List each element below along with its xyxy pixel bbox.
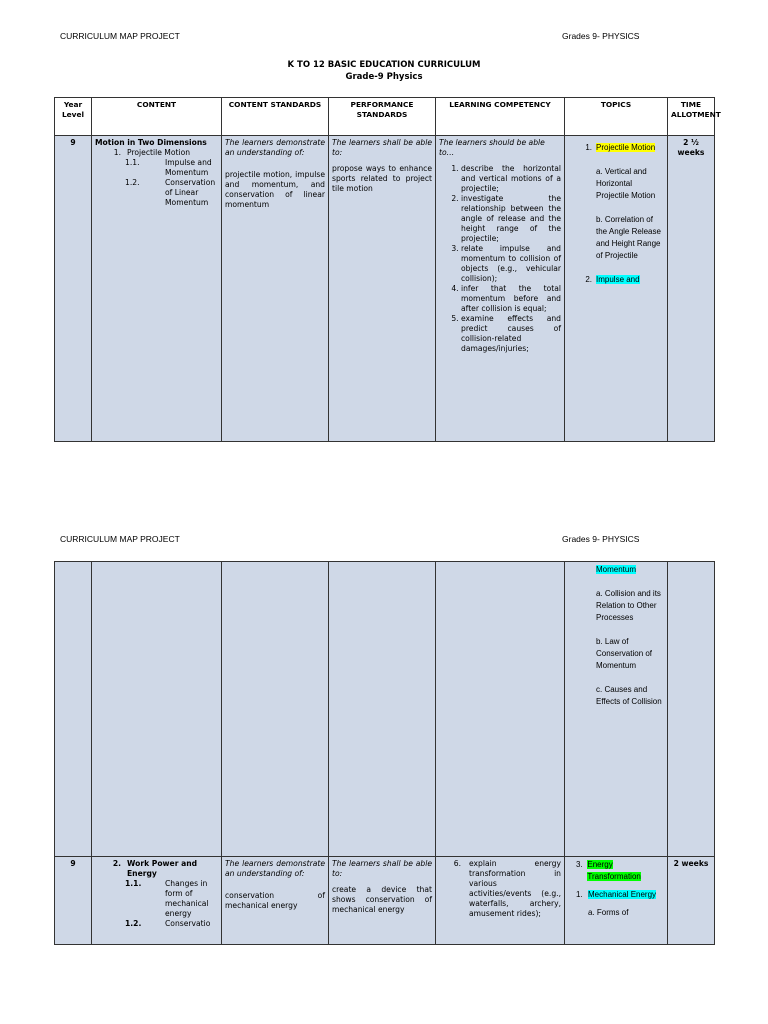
ps-body: propose ways to enhance sports related to project tile motion [332, 164, 432, 193]
list-item: 5. examine effects and predict causes of collision-related damages/injuries; [461, 314, 561, 354]
cs-body: projectile motion, impulse and momentum, and conservation of linear momentum [225, 170, 325, 209]
learning-competency-cell [436, 857, 565, 945]
header-right-p1: Grades 9- PHYSICS [562, 31, 640, 41]
content-sub-num: 1.1. [125, 879, 142, 888]
topic-sub: a. Forms of [588, 908, 629, 917]
col-content: CONTENT [92, 98, 222, 136]
list-item: 3. relate impulse and momentum to collision of objects (e.g., vehicular collision); [461, 244, 561, 284]
topics-cell [565, 857, 668, 945]
curriculum-table-p1 [54, 97, 721, 442]
ps-intro: The learners shall be able to: [332, 859, 432, 878]
content-item-num: 1. [113, 148, 121, 157]
content-cell [92, 857, 222, 945]
table-row [55, 562, 715, 857]
time-cell: 2 ½ weeks [668, 136, 715, 442]
topic-num: 3. [576, 860, 583, 869]
ps-intro: The learners shall be able to: [332, 138, 432, 157]
content-item: Projectile Motion [127, 148, 191, 157]
content-title: Work Power and Energy [127, 859, 198, 878]
table-row [55, 136, 715, 442]
col-topics: TOPICS [565, 98, 668, 136]
content-cell [92, 136, 222, 442]
lc-list [439, 164, 561, 354]
doc-title: K TO 12 BASIC EDUCATION CURRICULUM [287, 60, 481, 70]
content-sub: Conservation of Linear Momentum [165, 178, 216, 207]
content-sub-num: 1.2. [125, 178, 140, 187]
lc-item: explain energy transformation in various activities/events (e.g., waterfalls, archery, amusement rides); [469, 859, 561, 918]
col-year-level: Year Level [55, 98, 92, 136]
content-sub: Conservatio [165, 919, 211, 928]
ps-body: create a device that shows conservation of mechanical energy [332, 885, 432, 914]
header-left-p2: CURRICULUM MAP PROJECT [60, 534, 180, 544]
content-standards-cell [222, 857, 329, 945]
content-sub: Impulse and Momentum [165, 158, 212, 177]
col-content-standards: CONTENT STANDARDS [222, 98, 329, 136]
topic-energy-transformation: Energy Transformation [587, 860, 641, 881]
topic-num: 2. [585, 275, 592, 284]
performance-standards-cell [329, 136, 436, 442]
year-cell: 9 [55, 136, 92, 442]
list-item: 4. infer that the total momentum before and after collision is equal; [461, 284, 561, 314]
topic-num: 1. [585, 143, 592, 152]
topic-momentum: Momentum [596, 565, 637, 574]
cs-intro: The learners demonstrate an understanding of: [225, 859, 325, 878]
topic-projectile-motion: Projectile Motion [596, 143, 656, 152]
topic-sub: c. Causes and Effects of Collision [596, 685, 662, 706]
list-item: 2. investigate the relationship between the angle of release and the height range of the projectile; [461, 194, 561, 244]
learning-competency-cell [436, 136, 565, 442]
curriculum-table-p2 [54, 561, 715, 945]
cs-intro: The learners demonstrate an understanding of: [225, 138, 325, 157]
lc-num: 6. [453, 859, 461, 868]
topic-sub: a. Vertical and Horizontal Projectile Motion [596, 167, 656, 200]
topic-sub: a. Collision and its Relation to Other Processes [596, 589, 661, 622]
list-item: 1. describe the horizontal and vertical motions of a projectile; [461, 164, 561, 194]
time-cell: 2 weeks [668, 857, 715, 945]
topics-cell [565, 562, 668, 857]
content-sub: Changes in form of mechanical energy [165, 879, 209, 918]
content-sub-num: 1.2. [125, 919, 142, 928]
content-sub-num: 1.1. [125, 158, 140, 167]
topic-impulse: Impulse and [596, 275, 640, 284]
header-right-p2: Grades 9- PHYSICS [562, 534, 640, 544]
topic-num: 1. [576, 890, 583, 899]
topics-cell [565, 136, 668, 442]
table-header-row [55, 98, 715, 136]
content-num: 2. [112, 859, 121, 868]
topic-sub: b. Law of Conservation of Momentum [596, 637, 653, 670]
col-time-allotment: TIME ALLOTMENT [668, 98, 715, 136]
doc-subtitle: Grade-9 Physics [345, 72, 423, 82]
content-title: Motion in Two Dimensions [95, 138, 207, 147]
cs-body: conservation of mechanical energy [225, 891, 325, 910]
table-row [55, 857, 715, 945]
col-learning-competency: LEARNING COMPETENCY [436, 98, 565, 136]
topic-mechanical-energy: Mechanical Energy [588, 890, 657, 899]
lc-intro: The learners should be able to… [439, 138, 545, 157]
content-standards-cell [222, 136, 329, 442]
year-cell: 9 [55, 857, 92, 945]
header-left-p1: CURRICULUM MAP PROJECT [60, 31, 180, 41]
topic-sub: b. Correlation of the Angle Release and Height Range of Projectile [596, 215, 661, 260]
col-performance-standards: PERFORMANCE STANDARDS [329, 98, 436, 136]
performance-standards-cell [329, 857, 436, 945]
